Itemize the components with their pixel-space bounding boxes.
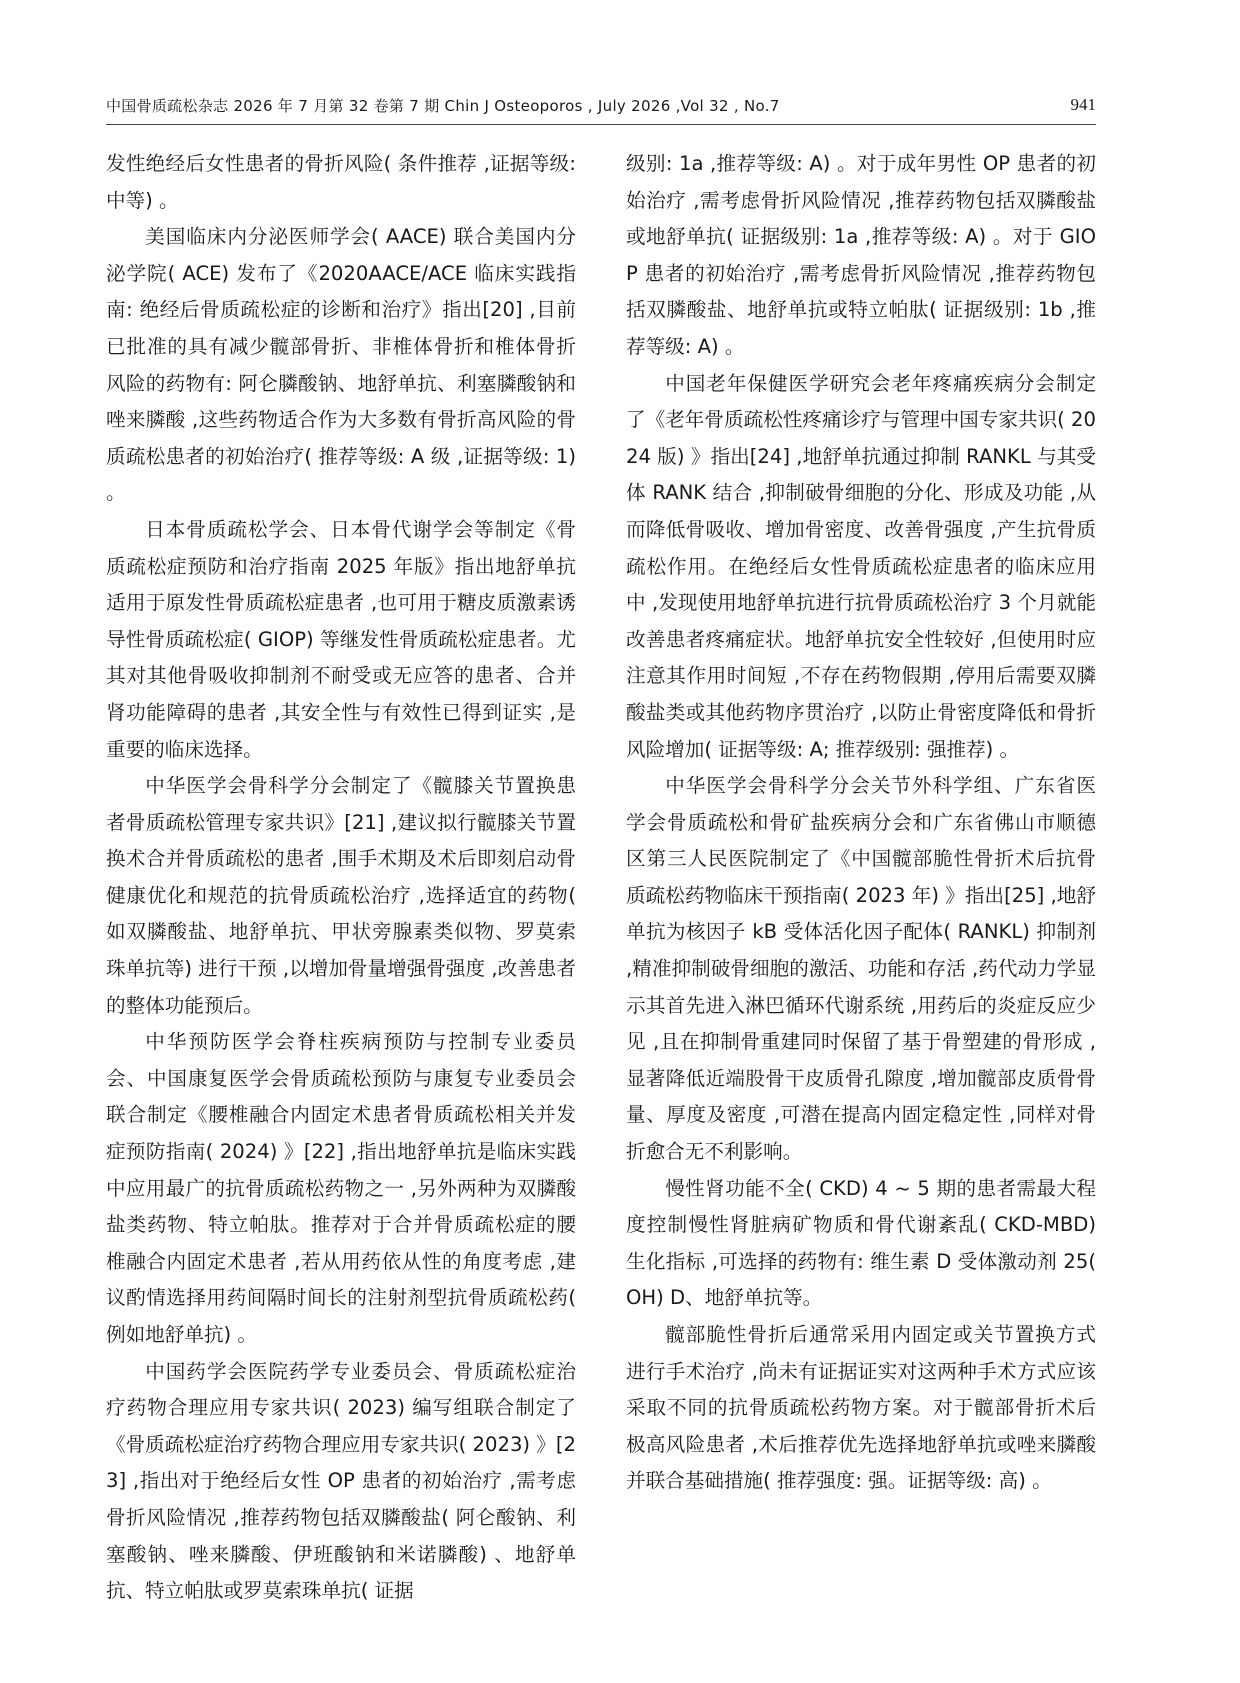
paragraph: 美国临床内分泌医师学会( AACE) 联合美国内分泌学院( ACE) 发布了《2020AACE/ACE 临床实践指南: 绝经后骨质疏松症的诊断和治疗》指出[20] ,目前已批准的具有减少髋部骨折、非椎体骨折和椎体骨折风险的药物有: 阿仑膦酸钠、地舒单抗、利塞膦酸钠和唑来膦酸 ,这些药物适合作为大多数有骨折高风险的骨质疏松患者的初始治疗( 推荐等级: A 级 ,证据等级: 1) 。 [106, 225, 576, 505]
paragraph: 中华预防医学会脊柱疾病预防与控制专业委员会、中国康复医学会骨质疏松预防与康复专业委员会联合制定《腰椎融合内固定术患者骨质疏松相关并发症预防指南( 2024) 》[22] ,指出地舒单抗是临床实践中应用最广的抗骨质疏松药物之一 ,另外两种为双膦酸盐类药物、特立帕肽。推荐对于合并骨质疏松症的腰椎融合内固定术患者 ,若从用药依从性的角度考虑 ,建议酌情选择用药间隔时间长的注射剂型抗骨质疏松药( 例如地舒单抗) 。 [106, 1030, 576, 1346]
paragraph: 中国药学会医院药学专业委员会、骨质疏松症治疗药物合理应用专家共识( 2023) 编写组联合制定了《骨质疏松症治疗药物合理应用专家共识( 2023) 》[23] ,指出对于绝经后女性 OP 患者的初始治疗 ,需考虑骨折风险情况 ,推荐药物包括双膦酸盐( 阿仑酸钠、利塞酸钠、唑来膦酸、伊班酸钠和米诺膦酸) 、地舒单抗、特立帕肽或罗莫索珠单抗( 证据 [106, 1359, 577, 1603]
paragraph: 日本骨质疏松学会、日本骨代谢学会等制定《骨质疏松症预防和治疗指南 2025 年版》指出地舒单抗适用于原发性骨质疏松症患者 ,也可用于糖皮质激素诱导性骨质疏松症( GIOP) 等继发性骨质疏松症患者。尤其对其他骨吸收抑制剂不耐受或无应答的患者、合并肾功能障碍的患者 ,其安全性与有效性已得到证实 ,是重要的临床选择。 [106, 517, 576, 761]
paragraph: 中国老年保健医学研究会老年疼痛疾病分会制定了《老年骨质疏松性疼痛诊疗与管理中国专家共识( 2024 版) 》指出[24] ,地舒单抗通过抑制 RANKL 与其受体 RANK 结合 ,抑制破骨细胞的分化、形成及功能 ,从而降低骨吸收、增加骨密度、改善骨强度 ,产生抗骨质疏松作用。在绝经后女性骨质疏松症患者的临床应用中 ,发现使用地舒单抗进行抗骨质疏松治疗 3 个月就能改善患者疼痛症状。地舒单抗安全性较好 ,但使用时应注意其作用时间短 ,不存在药物假期 ,停用后需要双膦酸盐类或其他药物序贯治疗 ,以防止骨密度降低和骨折风险增加( 证据等级: A; 推荐级别: 强推荐) 。 [626, 371, 1096, 761]
header-rule [106, 124, 1096, 125]
paragraph: 级别: 1a ,推荐等级: A) 。对于成年男性 OP 患者的初始治疗 ,需考虑骨折风险情况 ,推荐药物包括双膦酸盐或地舒单抗( 证据级别: 1a ,推荐等级: A) 。对于 GIOP 患者的初始治疗 ,需考虑骨折风险情况 ,推荐药物包括双膦酸盐、地舒单抗或特立帕肽( 证据级别: 1b ,推荐等级: A) 。 [626, 152, 1096, 358]
paragraph: 发性绝经后女性患者的骨折风险( 条件推荐 ,证据等级: 中等) 。 [106, 152, 576, 212]
paragraph: 中华医学会骨科学分会制定了《髋膝关节置换患者骨质疏松管理专家共识》[21] ,建议拟行髋膝关节置换术合并骨质疏松的患者 ,围手术期及术后即刻启动骨健康优化和规范的抗骨质疏松治疗 ,选择适宜的药物( 如双膦酸盐、地舒单抗、甲状旁腺素类似物、罗莫索珠单抗等) 进行干预 ,以增加骨量增强骨强度 ,改善患者的整体功能预后。 [106, 774, 576, 1017]
page-number: 941 [1070, 95, 1096, 114]
paragraph: 髋部脆性骨折后通常采用内固定或关节置换方式进行手术治疗 ,尚未有证据证实对这两种手术方式应该采取不同的抗骨质疏松药物方案。对于髋部骨折术后极高风险患者 ,术后推荐优先选择地舒单抗或唑来膦酸并联合基础措施( 推荐强度: 强。证据等级: 高) 。 [626, 1323, 1096, 1493]
paragraph: 慢性肾功能不全( CKD) 4 ~ 5 期的患者需最大程度控制慢性肾脏病矿物质和骨代谢紊乱( CKD-MBD) 生化指标 ,可选择的药物有: 维生素 D 受体激动剂 25( OH) D、地舒单抗等。 [626, 1176, 1096, 1310]
left-column [106, 146, 576, 1610]
right-column [626, 146, 1096, 1500]
journal-header: 中国骨质疏松杂志 2026 年 7 月第 32 卷第 7 期 Chin J Osteoporos , July 2026 ,Vol 32 , No.7 [106, 97, 780, 115]
paragraph: 中华医学会骨科学分会关节外科学组、广东省医学会骨质疏松和骨矿盐疾病分会和广东省佛山市顺德区第三人民医院制定了《中国髋部脆性骨折术后抗骨质疏松药物临床干预指南( 2023 年) 》指出[25] ,地舒单抗为核因子 kB 受体活化因子配体( RANKL) 抑制剂 ,精准抑制破骨细胞的激活、功能和存活 ,药代动力学显示其首先进入淋巴循环代谢系统 ,用药后的炎症反应少见 ,且在抑制骨重建同时保留了基于骨塑建的骨形成 ,显著降低近端股骨干皮质骨孔隙度 ,增加髋部皮质骨骨量、厚度及密度 ,可潜在提高内固定稳定性 ,同样对骨折愈合无不利影响。 [626, 774, 1096, 1164]
running-header [106, 95, 1096, 121]
